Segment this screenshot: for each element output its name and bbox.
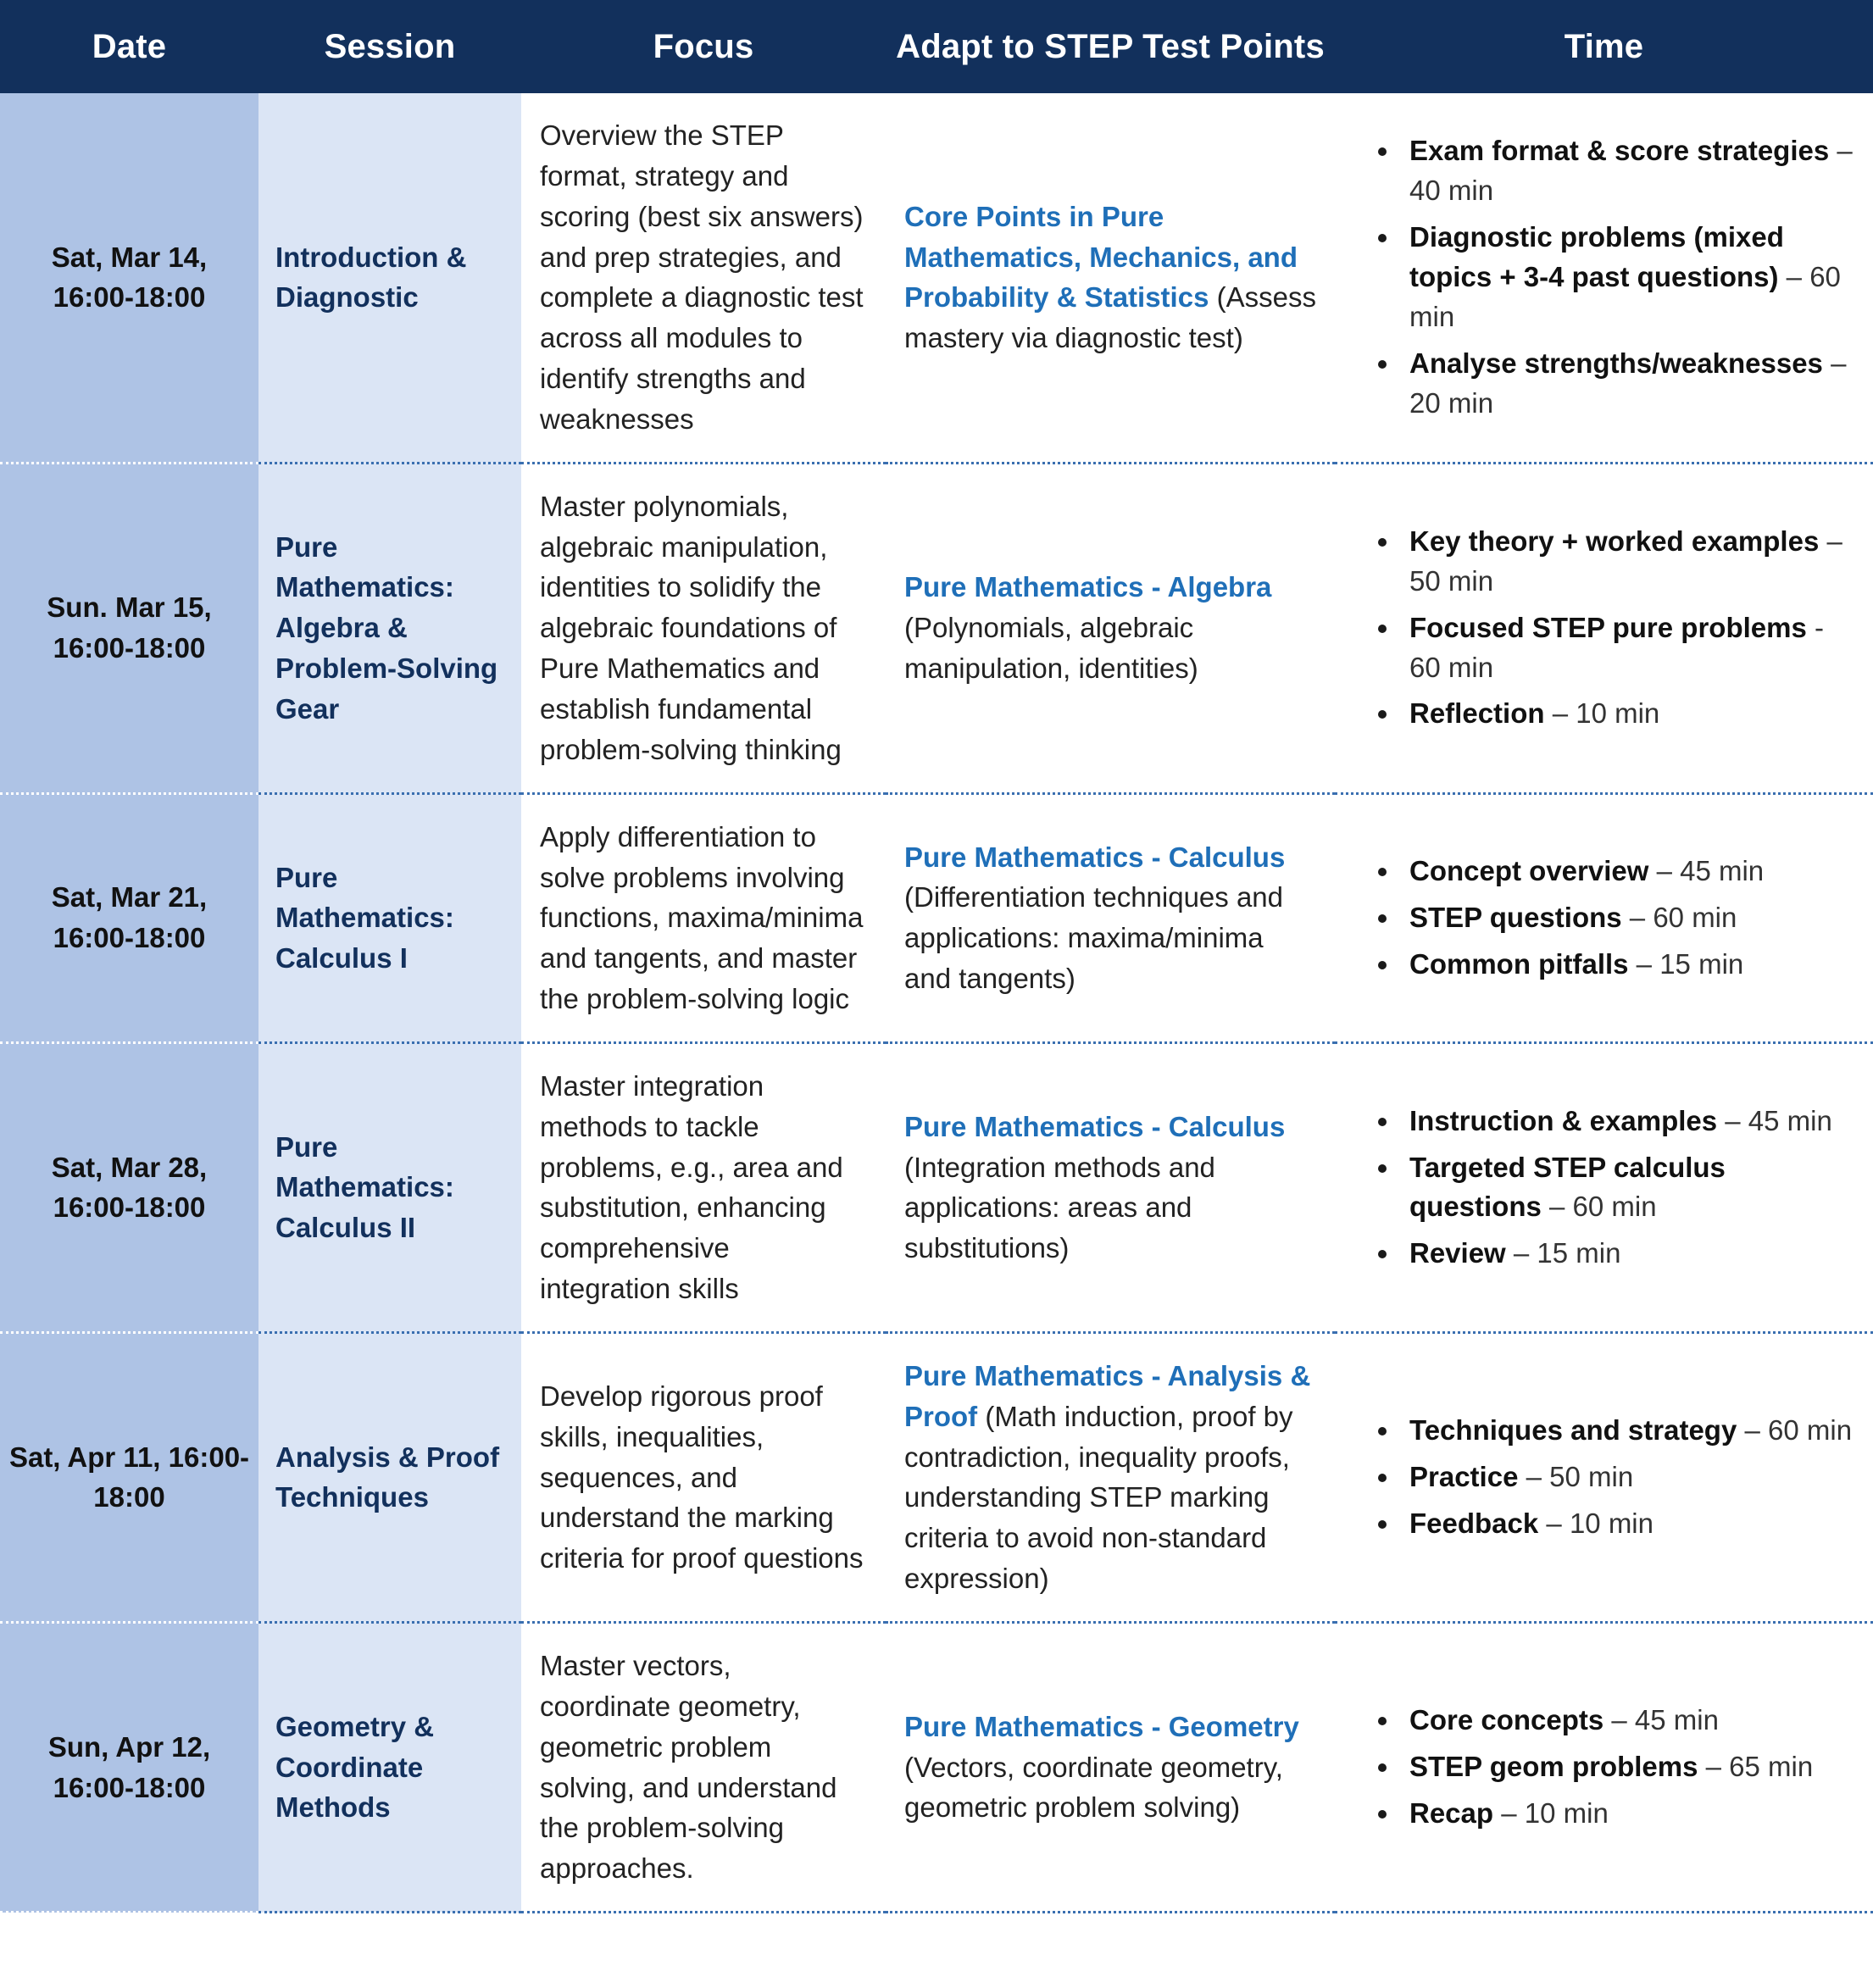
time-list-item bbox=[1401, 694, 1858, 734]
time-duration: – 15 min bbox=[1505, 1237, 1621, 1269]
time-list-item bbox=[1401, 1148, 1858, 1228]
cell-session: Introduction & Diagnostic bbox=[258, 93, 521, 463]
adapt-topic-title: Core Points in Pure Mathematics, Mechanics, and Probability & Statistics bbox=[904, 200, 1298, 314]
cell-date: Sun, Apr 12, 16:00-18:00 bbox=[0, 1623, 258, 1913]
time-list-item bbox=[1401, 522, 1858, 602]
time-duration: – 20 min bbox=[1409, 347, 1847, 419]
adapt-topic-title: Pure Mathematics - Calculus bbox=[904, 1110, 1286, 1142]
time-activity-label: Techniques and strategy bbox=[1409, 1414, 1737, 1447]
time-breakdown-list bbox=[1360, 1411, 1858, 1544]
column-header-date: Date bbox=[0, 0, 258, 93]
cell-adapt-points bbox=[886, 93, 1335, 463]
time-list-item bbox=[1401, 1234, 1858, 1274]
time-duration: – 15 min bbox=[1628, 947, 1744, 980]
cell-session: Geometry & Coordinate Methods bbox=[258, 1623, 521, 1913]
cell-adapt-points bbox=[886, 1623, 1335, 1913]
adapt-topic-title: Pure Mathematics - Algebra bbox=[904, 571, 1272, 603]
time-duration: – 10 min bbox=[1538, 1507, 1653, 1539]
cell-focus: Master vectors, coordinate geometry, geometric problem solving, and understand the problem-solving approaches. bbox=[521, 1623, 886, 1913]
cell-focus: Overview the STEP format, strategy and scoring (best six answers) and prep strategies, and complete a diagnostic test across all modules to identify strengths and weaknesses bbox=[521, 93, 886, 463]
column-header-adapt: Adapt to STEP Test Points bbox=[886, 0, 1335, 93]
time-breakdown-list bbox=[1360, 852, 1858, 985]
cell-date: Sun. Mar 15, 16:00-18:00 bbox=[0, 463, 258, 793]
time-duration: – 60 min bbox=[1409, 260, 1841, 332]
time-activity-label: STEP questions bbox=[1409, 901, 1622, 933]
time-breakdown-list bbox=[1360, 1102, 1858, 1274]
cell-time bbox=[1335, 93, 1873, 463]
time-activity-label: Instruction & examples bbox=[1409, 1104, 1718, 1136]
time-list-item bbox=[1401, 1411, 1858, 1451]
time-list-item bbox=[1401, 1504, 1858, 1544]
column-header-session: Session bbox=[258, 0, 521, 93]
cell-time bbox=[1335, 463, 1873, 793]
time-list-item bbox=[1401, 1794, 1858, 1834]
time-activity-label: Review bbox=[1409, 1237, 1506, 1269]
header-row bbox=[0, 0, 1873, 93]
time-list-item bbox=[1401, 131, 1858, 211]
time-duration: – 10 min bbox=[1544, 697, 1660, 730]
adapt-topic-title: Pure Mathematics - Geometry bbox=[904, 1710, 1299, 1742]
time-list-item bbox=[1401, 1701, 1858, 1741]
time-duration: - 60 min bbox=[1409, 611, 1825, 683]
time-activity-label: Recap bbox=[1409, 1796, 1494, 1829]
time-list-item bbox=[1401, 1458, 1858, 1497]
cell-adapt-points bbox=[886, 463, 1335, 793]
time-activity-label: Feedback bbox=[1409, 1507, 1539, 1539]
cell-time bbox=[1335, 1623, 1873, 1913]
time-list-item bbox=[1401, 1102, 1858, 1141]
column-header-time: Time bbox=[1335, 0, 1873, 93]
adapt-topic-title: Pure Mathematics - Analysis & Proof bbox=[904, 1359, 1311, 1432]
adapt-topic-detail: (Assess mastery via diagnostic test) bbox=[904, 281, 1316, 354]
table-row bbox=[0, 93, 1873, 463]
time-activity-label: Diagnostic problems (mixed topics + 3-4 past questions) bbox=[1409, 221, 1784, 292]
table-body bbox=[0, 93, 1873, 1913]
time-breakdown-list bbox=[1360, 131, 1858, 423]
time-activity-label: Core concepts bbox=[1409, 1704, 1604, 1736]
cell-time bbox=[1335, 793, 1873, 1042]
time-duration: – 40 min bbox=[1409, 135, 1853, 207]
table-row bbox=[0, 793, 1873, 1042]
cell-focus: Apply differentiation to solve problems involving functions, maxima/minima and tangents, and master the problem-solving logic bbox=[521, 793, 886, 1042]
cell-session: Pure Mathematics: Algebra & Problem-Solving Gear bbox=[258, 463, 521, 793]
time-duration: – 45 min bbox=[1717, 1104, 1832, 1136]
table-row bbox=[0, 1332, 1873, 1622]
time-duration: – 50 min bbox=[1518, 1461, 1634, 1493]
cell-date: Sat, Mar 21, 16:00-18:00 bbox=[0, 793, 258, 1042]
time-list-item bbox=[1401, 1747, 1858, 1787]
time-duration: – 65 min bbox=[1698, 1751, 1814, 1783]
time-activity-label: Key theory + worked examples bbox=[1409, 525, 1820, 558]
time-activity-label: Concept overview bbox=[1409, 854, 1649, 886]
time-activity-label: Practice bbox=[1409, 1461, 1519, 1493]
time-list-item bbox=[1401, 608, 1858, 688]
adapt-topic-detail: (Vectors, coordinate geometry, geometric problem solving) bbox=[904, 1751, 1283, 1824]
table-row bbox=[0, 1042, 1873, 1332]
time-duration: – 60 min bbox=[1737, 1414, 1853, 1447]
cell-session: Analysis & Proof Techniques bbox=[258, 1332, 521, 1622]
adapt-topic-detail: (Differentiation techniques and applications: maxima/minima and tangents) bbox=[904, 881, 1284, 995]
time-list-item bbox=[1401, 945, 1858, 985]
cell-adapt-points bbox=[886, 1042, 1335, 1332]
time-list-item bbox=[1401, 218, 1858, 337]
cell-date: Sat, Mar 28, 16:00-18:00 bbox=[0, 1042, 258, 1332]
cell-time bbox=[1335, 1042, 1873, 1332]
cell-adapt-points bbox=[886, 1332, 1335, 1622]
time-activity-label: Reflection bbox=[1409, 697, 1545, 730]
time-duration: – 50 min bbox=[1409, 525, 1842, 597]
time-activity-label: STEP geom problems bbox=[1409, 1751, 1698, 1783]
time-duration: – 60 min bbox=[1621, 901, 1737, 933]
cell-adapt-points bbox=[886, 793, 1335, 1042]
time-duration: – 60 min bbox=[1541, 1191, 1657, 1223]
adapt-topic-title: Pure Mathematics - Calculus bbox=[904, 841, 1286, 873]
time-duration: – 45 min bbox=[1648, 854, 1765, 886]
cell-focus: Master polynomials, algebraic manipulation, identities to solidify the algebraic foundations of Pure Mathematics and establish fundamental problem-solving thinking bbox=[521, 463, 886, 793]
time-duration: – 45 min bbox=[1603, 1704, 1719, 1736]
time-breakdown-list bbox=[1360, 522, 1858, 734]
time-activity-label: Targeted STEP calculus questions bbox=[1409, 1151, 1726, 1223]
cell-session: Pure Mathematics: Calculus I bbox=[258, 793, 521, 1042]
adapt-topic-detail: (Integration methods and applications: areas and substitutions) bbox=[904, 1151, 1215, 1264]
table-row bbox=[0, 463, 1873, 793]
cell-session: Pure Mathematics: Calculus II bbox=[258, 1042, 521, 1332]
cell-focus: Master integration methods to tackle problems, e.g., area and substitution, enhancing comprehensive integration skills bbox=[521, 1042, 886, 1332]
table-header bbox=[0, 0, 1873, 93]
time-duration: – 10 min bbox=[1493, 1796, 1609, 1829]
cell-focus: Develop rigorous proof skills, inequalities, sequences, and understand the marking criteria for proof questions bbox=[521, 1332, 886, 1622]
time-list-item bbox=[1401, 852, 1858, 891]
table-row bbox=[0, 1623, 1873, 1913]
time-list-item bbox=[1401, 898, 1858, 938]
adapt-topic-detail: (Polynomials, algebraic manipulation, identities) bbox=[904, 612, 1198, 685]
cell-time bbox=[1335, 1332, 1873, 1622]
time-activity-label: Common pitfalls bbox=[1409, 947, 1629, 980]
cell-date: Sat, Apr 11, 16:00-18:00 bbox=[0, 1332, 258, 1622]
time-activity-label: Exam format & score strategies bbox=[1409, 135, 1830, 167]
time-activity-label: Analyse strengths/weaknesses bbox=[1409, 347, 1823, 379]
time-activity-label: Focused STEP pure problems bbox=[1409, 611, 1807, 643]
time-list-item bbox=[1401, 344, 1858, 424]
cell-date: Sat, Mar 14, 16:00-18:00 bbox=[0, 93, 258, 463]
column-header-focus: Focus bbox=[521, 0, 886, 93]
time-breakdown-list bbox=[1360, 1701, 1858, 1834]
adapt-topic-detail: (Math induction, proof by contradiction, inequality proofs, understanding STEP marking criteria to avoid non-standard expression) bbox=[904, 1400, 1293, 1595]
